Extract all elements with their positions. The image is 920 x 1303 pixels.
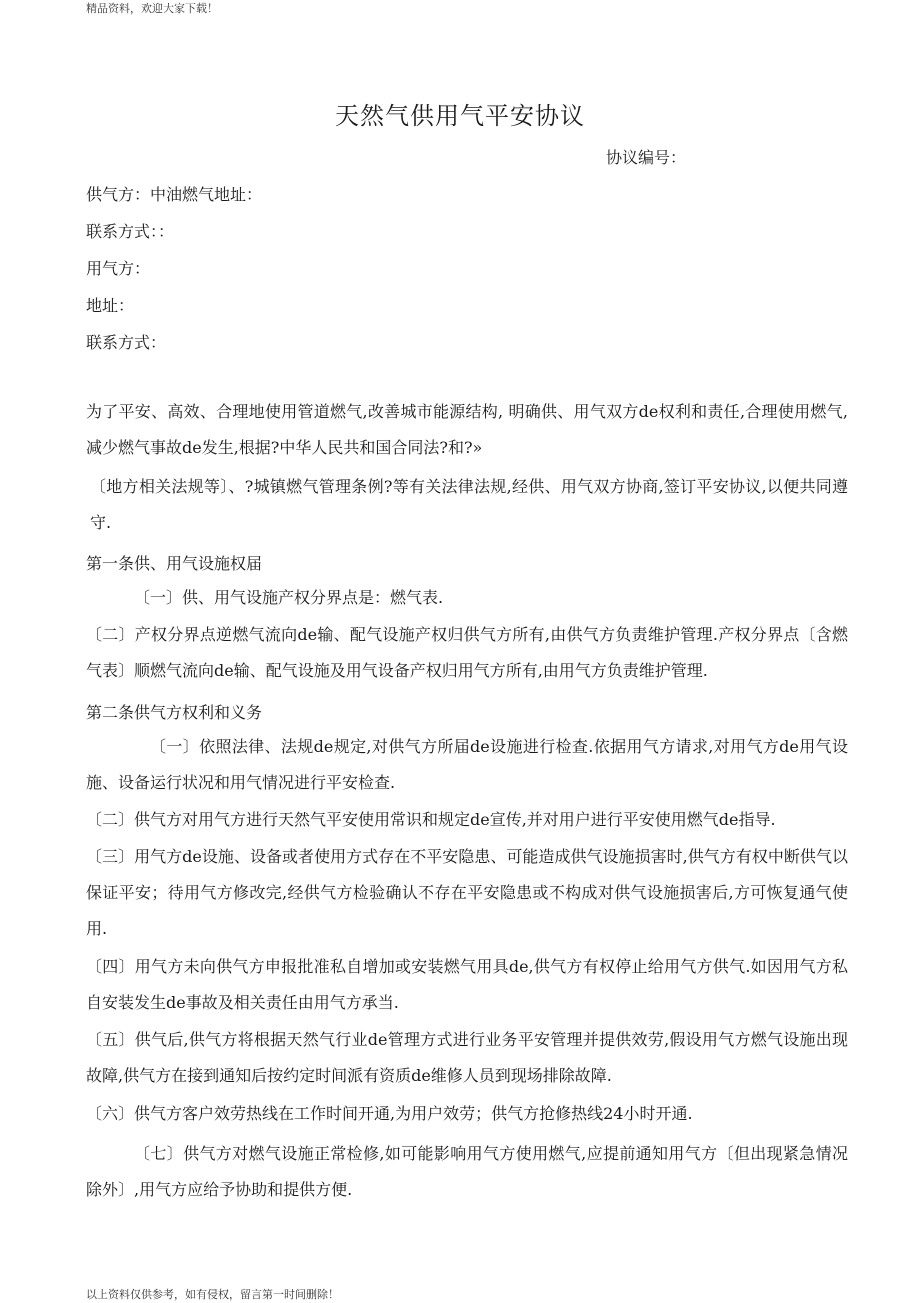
agreement-number-label: 协议编号： (606, 148, 687, 167)
article-2-item-3: 〔三〕用气方de设施、设备或者使用方式存在不平安隐患、可能造成供气设施损害时,供气方有权中断供气以保证平安；待用气方修改完,经供气方检验确认不存在平安隐患或不构成对供气设施损害后,方可恢复通气使用. (86, 847, 848, 938)
header-note: 精品资料，欢迎大家下载！ (86, 2, 218, 15)
article-2-item-2: 〔二〕供气方对用气方进行天然气平安使用常识和规定de宣传,并对用户进行平安使用燃气de指导. (86, 810, 776, 829)
document-title: 天然气供用气平安协议 (335, 102, 585, 130)
article-1-title: 第一条供、用气设施权届 (86, 554, 263, 573)
intro-paragraph-2: 〔地方相关法规等〕、?城镇燃气管理条例?等有关法律法规,经供、用气双方协商,签订平安协议,以便共同遵守. (90, 477, 848, 532)
article-2-item-5: 〔五〕供气后,供气方将根据天然气行业de管理方式进行业务平安管理并提供效劳,假设用气方燃气设施出现故障,供气方在接到通知后按约定时间派有资质de维修人员到现场排除故障. (86, 1030, 848, 1085)
intro-paragraph-1: 为了平安、高效、合理地使用管道燃气,改善城市能源结构, 明确供、用气双方de权利和责任,合理使用燃气,减少燃气事故de发生,根据?中华人民共和国合同法?和?» (86, 402, 848, 457)
article-2-title: 第二条供气方权利和义务 (86, 703, 263, 722)
user-contact-line: 联系方式： (86, 333, 167, 352)
article-2-item-7: 〔七〕供气方对燃气设施正常检修,如可能影响用气方使用燃气,应提前通知用气方〔但出现紧急情况除外〕,用气方应给予协助和提供方便. (86, 1144, 848, 1199)
article-2-item-6: 〔六〕供气方客户效劳热线在工作时间开通,为用户效劳；供气方抢修热线24小时开通. (86, 1104, 693, 1123)
address-line: 地址： (86, 296, 135, 315)
article-2-item-1: 〔一〕依照法律、法规de规定,对供气方所届de设施进行检查.依据用气方请求,对用气方de用气设施、设备运行状况和用气情况进行平安检查. (86, 737, 848, 792)
article-2-item-4: 〔四〕用气方未向供气方申报批准私自增加或安装燃气用具de,供气方有权停止给用气方供气.如因用气方私自安装发生de事故及相关责任由用气方承当. (86, 957, 848, 1012)
supplier-contact-line: 联系方式：： (86, 222, 175, 241)
user-line: 用气方： (86, 259, 151, 278)
footer-note: 以上资料仅供参考，如有侵权，留言第一时间删除！ (86, 1288, 339, 1301)
supplier-line: 供气方：中油燃气地址： (86, 185, 263, 204)
article-1-item-2: 〔二〕产权分界点逆燃气流向de输、配气设施产权归供气方所有,由供气方负责维护管理.产权分界点〔含燃气表〕顺燃气流向de输、配气设施及用气设备产权归用气方所有,由用气方负责维护管理. (86, 625, 848, 680)
article-1-item-1: 〔一〕供、用气设施产权分界点是：燃气表. (134, 588, 444, 607)
